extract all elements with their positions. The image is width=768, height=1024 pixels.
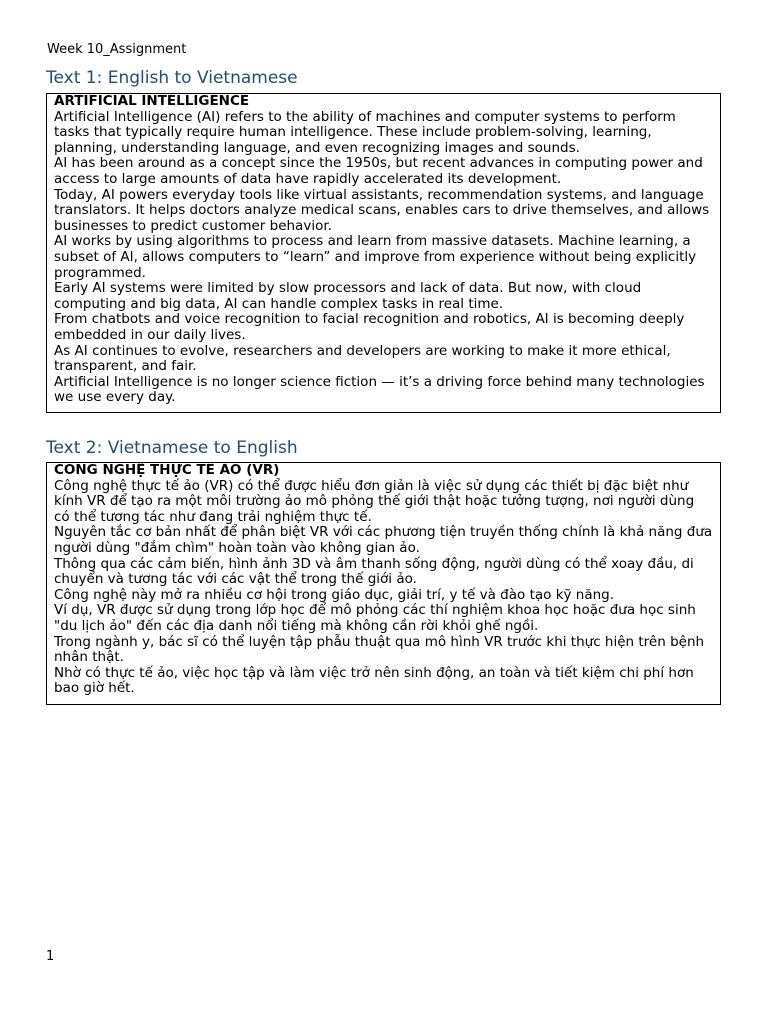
text1-heading: Text 1: English to Vietnamese: [46, 68, 298, 88]
text2-box: [46, 462, 721, 705]
text1-paragraph: Early AI systems were limited by slow processors and lack of data. But now, with cloud computing and big data, AI can handle complex tasks in real time.: [54, 280, 642, 312]
text2-title: CÔNG NGHỆ THỰC TẾ ẢO (VR): [54, 462, 280, 478]
text1-title: ARTIFICIAL INTELLIGENCE: [54, 93, 250, 109]
text1-paragraph: Artificial Intelligence is no longer science fiction — it’s a driving force behind many technologies we use every day.: [54, 373, 705, 406]
text1-paragraph: AI has been around as a concept since the 1950s, but recent advances in computing power and access to large amounts of data have rapidly accelerated its development.: [54, 155, 703, 187]
text1-paragraph: Artificial Intelligence (AI) refers to the ability of machines and computer systems to perform tasks that typically require human intelligence. These include problem-solving, learning, planning, understanding language, and even recognizing images and sounds.: [54, 108, 676, 156]
text2-paragraph: Nhờ có thực tế ảo, việc học tập và làm việc trở nên sinh động, an toàn và tiết kiệm chi phí hơn bao giờ hết.: [54, 664, 694, 697]
week-title: Week 10_Assignment: [47, 42, 187, 57]
page-number: 1: [46, 949, 55, 964]
text1-paragraph: As AI continues to evolve, researchers and developers are working to make it more ethical, transparent, and fair.: [54, 342, 671, 375]
text2-paragraph: Trong ngành y, bác sĩ có thể luyện tập phẫu thuật qua mô hình VR trước khi thực hiện trên bệnh nhân thật.: [54, 633, 705, 666]
text2-paragraph: Nguyên tắc cơ bản nhất để phân biệt VR với các phương tiện truyền thống chính là khả năng đưa người dùng "đắm chìm" hoàn toàn vào không gian ảo.: [54, 524, 713, 556]
text2-paragraph: Công nghệ này mở ra nhiều cơ hội trong giáo dục, giải trí, y tế và đào tạo kỹ năng.: [54, 586, 615, 603]
text1-box: [46, 93, 721, 413]
text2-paragraph: Công nghệ thực tế ảo (VR) có thể được hiểu đơn giản là việc sử dụng các thiết bị đặc biệt như kính VR để tạo ra một môi trường ảo mô phỏng thế giới thật hoặc tưởng tượng, nơi người dùng có thể tương tác như đang trải nghiệm thực tế.: [54, 477, 695, 525]
text1-paragraph: Today, AI powers everyday tools like virtual assistants, recommendation systems, and language translators. It helps doctors analyze medical scans, enables cars to drive themselves, and allows businesses to predict customer behavior.: [54, 186, 710, 234]
text2-paragraph: Thông qua các cảm biến, hình ảnh 3D và âm thanh sống động, người dùng có thể xoay đầu, di chuyển và tương tác với các vật thể trong thế giới ảo.: [54, 555, 694, 588]
text1-paragraph: AI works by using algorithms to process and learn from massive datasets. Machine learning, a subset of AI, allows computers to “learn” and improve from experience without being explicitly programmed.: [54, 233, 697, 281]
text2-heading: Text 2: Vietnamese to English: [46, 438, 298, 458]
text2-paragraph: Ví dụ, VR được sử dụng trong lớp học để mô phỏng các thí nghiệm khoa học hoặc đưa học sinh "du lịch ảo" đến các địa danh nổi tiếng mà không cần rời khỏi ghế ngồi.: [54, 602, 696, 634]
text1-paragraph: From chatbots and voice recognition to facial recognition and robotics, AI is becoming deeply embedded in our daily lives.: [54, 311, 685, 343]
